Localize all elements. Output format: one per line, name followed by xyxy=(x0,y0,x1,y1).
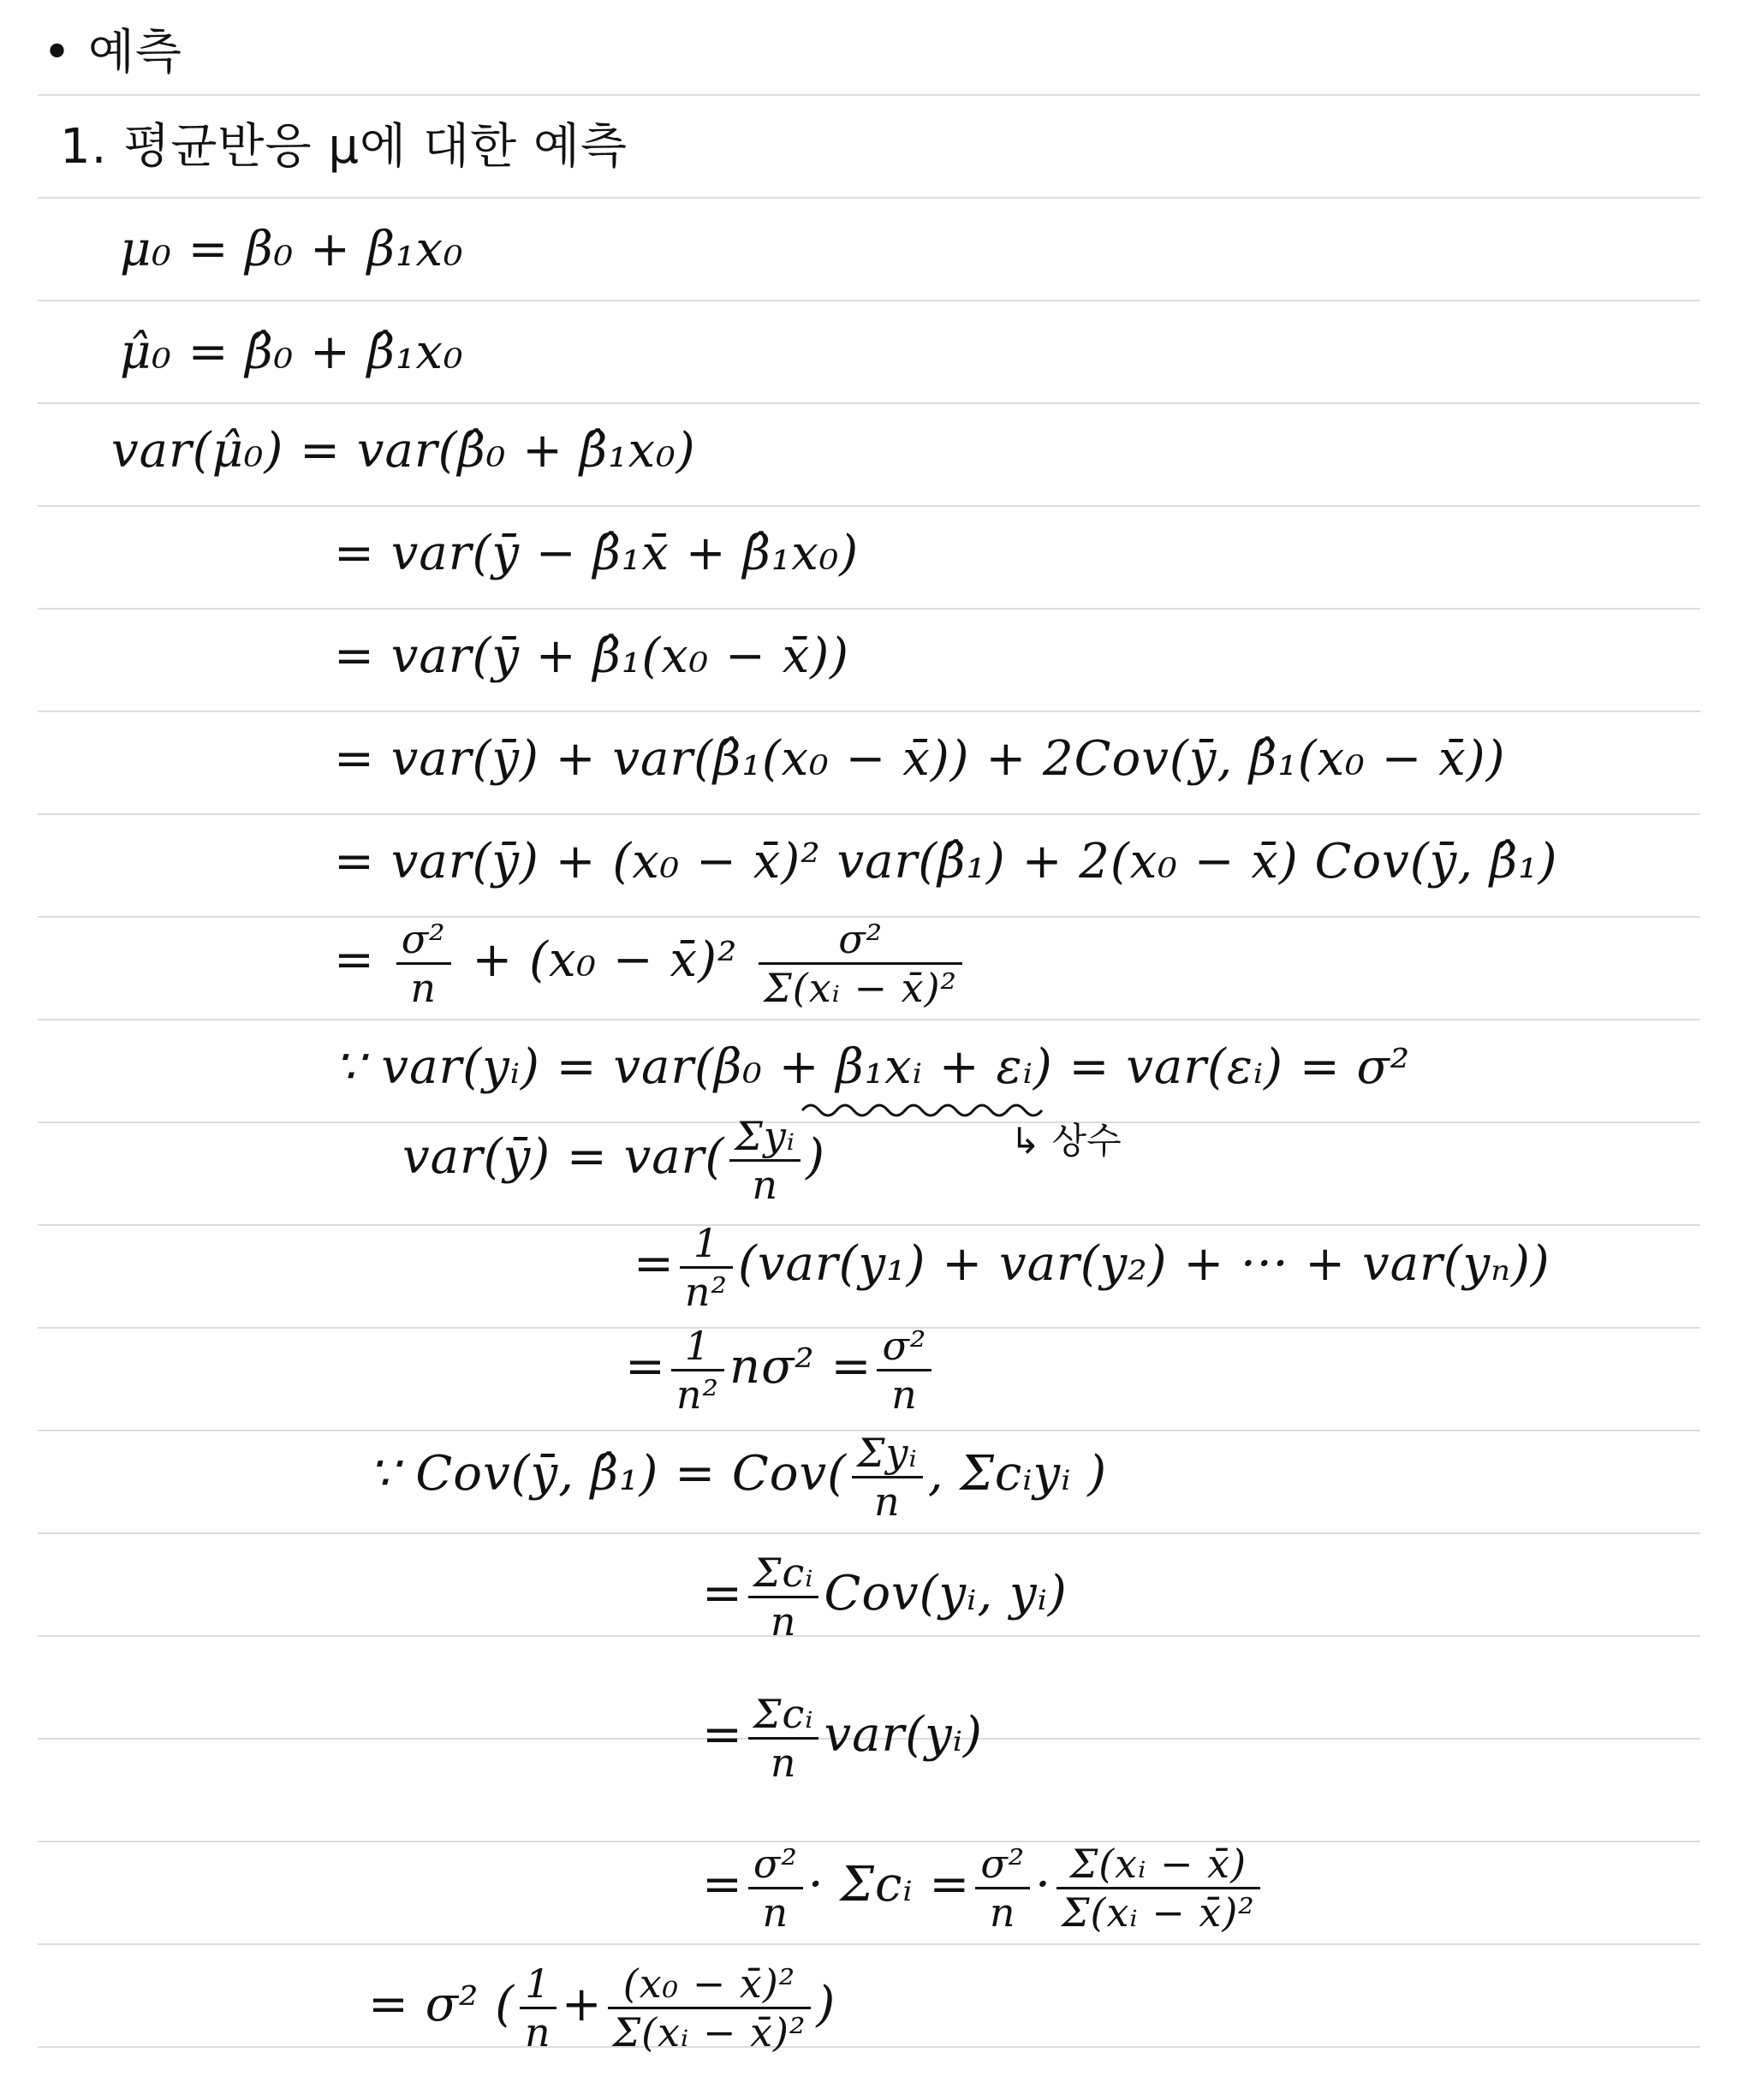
ruled-line xyxy=(38,300,1700,301)
fraction-sigma2-over-n xyxy=(396,916,451,1011)
ruled-line xyxy=(38,711,1700,712)
fraction-numerator: σ² xyxy=(748,1841,803,1889)
ruled-line xyxy=(38,1532,1700,1534)
fraction-denominator: n² xyxy=(684,1269,728,1315)
fraction-numerator: 1 xyxy=(520,1960,557,2009)
eq-var-ybar xyxy=(402,1113,825,1208)
fraction-numerator: σ² xyxy=(396,916,451,965)
fraction-sigma2-over-n xyxy=(748,1841,803,1936)
fraction-denominator: n xyxy=(770,1740,797,1786)
ruled-line xyxy=(38,94,1700,96)
eq-mu0: μ₀ = β₀ + β₁x₀ xyxy=(120,222,464,277)
fraction-denominator: Σ(xᵢ − x̄)² xyxy=(1061,1889,1255,1936)
expr-suffix: var(yᵢ) xyxy=(824,1707,983,1763)
fraction-sigma2-over-sxx xyxy=(759,916,962,1011)
expr-suffix: ) xyxy=(806,1129,825,1185)
fraction-numerator: 1 xyxy=(680,1220,733,1269)
fraction-numerator: σ² xyxy=(877,1323,931,1371)
plus-sign: + xyxy=(561,1977,603,2032)
fraction-denominator: Σ(xᵢ − x̄)² xyxy=(612,2009,807,2055)
fraction-numerator: σ² xyxy=(759,916,962,965)
eq-step-3: = var(ȳ) + var(β̂₁(x₀ − x̄)) + 2Cov(ȳ, β̂₁(x₀ − x̄)) xyxy=(334,731,1506,787)
fraction-denominator: n xyxy=(525,2009,551,2055)
expr-middle: nσ² = xyxy=(729,1339,872,1395)
equals-sign: = xyxy=(625,1339,666,1395)
fraction-1-over-n xyxy=(520,1960,557,2055)
constant-note: ↳ 상수 xyxy=(1010,1120,1122,1162)
ruled-line xyxy=(38,1019,1700,1020)
equals-sign: = xyxy=(334,932,375,988)
fraction-numerator: Σyᵢ xyxy=(852,1430,923,1478)
expr-suffix: Cov(yᵢ, yᵢ) xyxy=(824,1566,1068,1621)
fraction-sum-y-over-n xyxy=(852,1430,923,1525)
eq-var-ybar-step-2 xyxy=(625,1323,937,1418)
dot-operator: · xyxy=(1035,1857,1051,1913)
ruled-line xyxy=(38,402,1700,404)
fraction-numerator: σ² xyxy=(975,1841,1030,1889)
eq-cov-step-1 xyxy=(702,1550,1068,1645)
fraction-numerator: 1 xyxy=(671,1323,724,1371)
expr-suffix: ) xyxy=(816,1977,836,2032)
eq-step-5 xyxy=(334,916,967,1011)
eq-because-var-yi: ∵ var(yᵢ) = var(β₀ + β₁xᵢ + εᵢ) = var(εᵢ) = σ² xyxy=(334,1039,1411,1095)
bullet-heading: • 예측 xyxy=(43,25,183,80)
fraction-numerator: Σcᵢ xyxy=(748,1691,819,1740)
equals-sign: = xyxy=(634,1236,675,1292)
fraction-numerator: Σ(xᵢ − x̄) xyxy=(1056,1841,1260,1889)
fraction-numerator: (x₀ − x̄)² xyxy=(608,1960,812,2009)
fraction-denominator: n xyxy=(752,1162,778,1208)
ruled-line xyxy=(38,608,1700,610)
fraction-1-over-n2 xyxy=(671,1323,724,1418)
eq-step-2: = var(ȳ + β̂₁(x₀ − x̄)) xyxy=(334,628,850,684)
fraction-numerator: Σyᵢ xyxy=(729,1113,801,1162)
fraction-sigma2-over-n xyxy=(877,1323,931,1418)
fraction-denominator: n xyxy=(989,1889,1016,1936)
fraction-denominator: n xyxy=(762,1889,789,1936)
eq-var-ybar-step-1 xyxy=(634,1220,1551,1315)
fraction-1-over-n2 xyxy=(680,1220,733,1315)
fraction-denominator: n xyxy=(410,965,437,1011)
fraction-sigma2-over-n xyxy=(975,1841,1030,1936)
fraction-sxy-over-sxx xyxy=(1056,1841,1260,1936)
fraction-sum-y-over-n xyxy=(729,1113,801,1208)
fraction-denominator: n xyxy=(770,1598,797,1645)
eq-var-mu0-hat: var(μ̂₀) = var(β̂₀ + β̂₁x₀) xyxy=(111,423,696,479)
ruled-line xyxy=(38,2046,1700,2048)
eq-step-4: = var(ȳ) + (x₀ − x̄)² var(β̂₁) + 2(x₀ − x̄) Cov(ȳ, β̂₁) xyxy=(334,834,1558,889)
fraction-sum-c-over-n xyxy=(748,1550,819,1645)
fraction-numerator: Σcᵢ xyxy=(748,1550,819,1598)
ruled-line xyxy=(38,1943,1700,1945)
expr-prefix: ∵ Cov(ȳ, β̂₁) = Cov( xyxy=(368,1446,847,1502)
eq-step-1: = var(ȳ − β̂₁x̄ + β̂₁x₀) xyxy=(334,526,860,581)
expr-suffix: , Σcᵢyᵢ ) xyxy=(927,1446,1108,1502)
expr-suffix: (var(y₁) + var(y₂) + ··· + var(yₙ)) xyxy=(738,1236,1551,1292)
fraction-dev-sq-over-sxx xyxy=(608,1960,812,2055)
eq-cov-step-3 xyxy=(702,1841,1265,1936)
eq-final-result xyxy=(368,1960,836,2055)
eq-mu0-hat: μ̂₀ = β̂₀ + β̂₁x₀ xyxy=(120,324,464,380)
fraction-sum-c-over-n xyxy=(748,1691,819,1786)
eq-because-cov xyxy=(368,1430,1107,1525)
ruled-line xyxy=(38,197,1700,199)
eq-cov-step-2 xyxy=(702,1691,983,1786)
equals-sign: = xyxy=(702,1857,743,1913)
expr-middle: · Σcᵢ = xyxy=(807,1857,971,1913)
fraction-denominator: n² xyxy=(676,1371,719,1418)
term-x0-minus-xbar-sq: + (x₀ − x̄)² xyxy=(472,932,738,988)
fraction-denominator: n xyxy=(874,1478,901,1525)
equals-sign: = xyxy=(702,1566,743,1621)
ruled-line xyxy=(38,813,1700,815)
expr-prefix: var(ȳ) = var( xyxy=(402,1129,725,1185)
section-title: 1. 평균반응 μ에 대한 예측 xyxy=(60,119,628,175)
expr-prefix: = σ² ( xyxy=(368,1977,515,2032)
fraction-denominator: n xyxy=(891,1371,918,1418)
equals-sign: = xyxy=(702,1707,743,1763)
ruled-line xyxy=(38,505,1700,507)
fraction-denominator: Σ(xᵢ − x̄)² xyxy=(764,965,958,1011)
